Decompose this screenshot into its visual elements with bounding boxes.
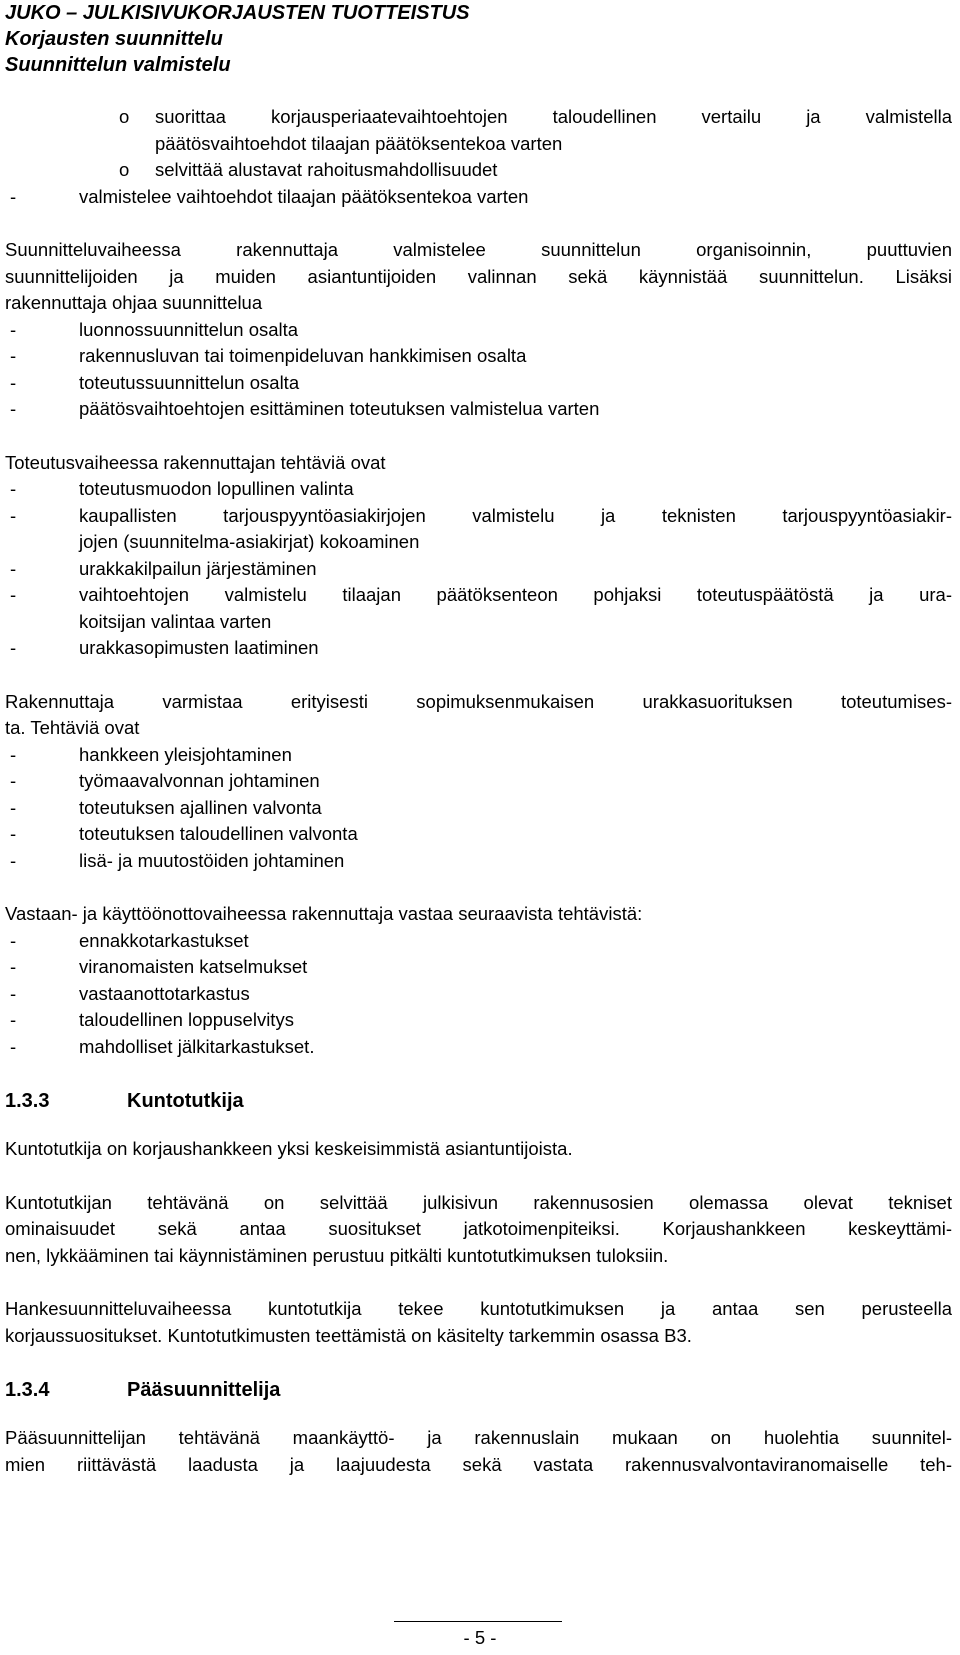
text-line: urakkakilpailun järjestäminen [79,557,317,579]
list-marker: - [10,929,17,951]
list-marker: - [10,637,17,658]
list-item [5,343,952,370]
text-line: Pääsuunnittelijan tehtävänä maankäyttö- ja rakennuslain mukaan on huolehtia suunnitel- [5,1427,952,1448]
list-marker: - [10,743,17,765]
page-body [5,104,952,1478]
list-item [5,556,952,583]
list-marker: - [10,318,17,340]
text-line: työmaavalvonnan johtaminen [79,770,320,791]
text-line: vaihtoehtojen valmistelu tilaajan päätöksenteon pohjaksi toteutuspäätöstä ja ura- [79,584,952,605]
text-line: ta. Tehtäviä ovat [5,717,140,738]
text-line: selvittää alustavat rahoitusmahdollisuudet [155,159,498,180]
text-line: toteutuksen ajallinen valvonta [79,796,322,818]
text-line: mahdolliset jälkitarkastukset. [79,1035,315,1057]
list-marker: - [10,478,17,499]
list-marker: - [10,849,17,871]
text-line: urakkasopimusten laatiminen [79,637,319,658]
text-line: valmistelee vaihtoehdot tilaajan päätöksentekoa varten [79,185,529,207]
list-marker: - [10,504,17,526]
section-number: 1.3.3 [5,1090,50,1112]
list-marker: o [119,106,130,127]
list-item [5,635,952,662]
text-line: Hankesuunnitteluvaiheessa kuntotutkija tekee kuntotutkimuksen ja antaa sen perusteella [5,1298,952,1319]
text-line: vastaanottotarkastus [79,982,250,1004]
section-heading [5,1082,952,1120]
text-line: hankkeen yleisjohtaminen [79,743,292,765]
list-item [5,582,952,635]
header-subtitle: Korjausten suunnittelu [5,28,223,50]
text-line: päätösvaihtoehdot tilaajan päätöksentekoa varten [155,132,563,154]
paragraph [5,237,952,317]
text-line: luonnossuunnittelun osalta [79,318,299,340]
list-marker: - [10,1035,17,1057]
list-item [5,954,952,981]
list-marker: - [10,345,17,366]
text-line: korjaussuositukset. Kuntotutkimusten teettämistä on käsitelty tarkemmin osassa B3. [5,1324,692,1346]
paragraph [5,1296,952,1349]
text-line: jojen (suunnitelma-asiakirjat) kokoaminen [79,531,420,552]
text-line: suunnittelijoiden ja muiden asiantuntijoiden valinnan sekä käynnistää suunnittelun. Lisäksi [5,265,952,287]
list-marker: - [10,398,17,419]
paragraph [5,1425,952,1478]
list-item [5,1007,952,1034]
text-line: toteutussuunnittelun osalta [79,371,300,393]
list-item [5,1034,952,1061]
list-item [5,396,952,423]
text-line: Suunnitteluvaiheessa rakennuttaja valmistelee suunnittelun organisoinnin, puuttuvien [5,239,952,260]
list-marker: - [10,956,17,977]
text-line: rakennusluvan tai toimenpideluvan hankkimisen osalta [79,345,527,366]
text-line: kaupallisten tarjouspyyntöasiakirjojen valmistelu ja teknisten tarjouspyyntöasiakir- [79,504,952,526]
paragraph [5,1190,952,1270]
text-line: viranomaisten katselmukset [79,956,308,977]
text-line: toteutusmuodon lopullinen valinta [79,478,354,499]
list-item [5,476,952,503]
text-line: mien riittävästä laadusta ja laajuudesta sekä vastata rakennusvalvontaviranomaiselle teh- [5,1453,952,1475]
text-line: Rakennuttaja varmistaa erityisesti sopimuksenmukaisen urakkasuorituksen toteutumises- [5,690,952,712]
list-marker: - [10,1009,17,1030]
list-item [5,848,952,875]
list-marker: o [119,159,130,180]
text-line: päätösvaihtoehtojen esittäminen toteutuksen valmistelua varten [79,398,600,419]
list-marker: - [10,982,17,1004]
list-item [5,317,952,344]
list-marker: - [10,371,17,393]
footer-rule [394,1621,562,1622]
section-title: Pääsuunnittelija [127,1379,281,1401]
list-item [5,928,952,955]
header-title: JUKO – JULKISIVUKORJAUSTEN TUOTTEISTUS [5,2,470,24]
text-line: lisä- ja muutostöiden johtaminen [79,849,345,871]
text-line: ominaisuudet sekä antaa suositukset jatkotoimenpiteiksi. Korjaushankkeen keskeyttämi- [5,1218,952,1239]
section-number: 1.3.4 [5,1379,50,1401]
section-title: Kuntotutkija [127,1090,244,1112]
list-marker: - [10,796,17,818]
list-item [5,503,952,556]
running-header [5,0,470,78]
list-marker: - [10,185,17,207]
text-line: koitsijan valintaa varten [79,610,272,632]
section-heading [5,1371,952,1409]
paragraph: Kuntotutkija on korjaushankkeen yksi keskeisimmistä asiantuntijoista. [5,1138,573,1159]
list-item [5,104,952,157]
text-line: taloudellinen loppuselvitys [79,1009,294,1030]
list-item [5,768,952,795]
list-marker: - [10,770,17,791]
text-line: ennakkotarkastukset [79,929,249,951]
list-item [5,742,952,769]
paragraph [5,689,952,742]
list-item [5,795,952,822]
header-section: Suunnittelun valmistelu [5,54,231,76]
text-line: Kuntotutkijan tehtävänä on selvittää julkisivun rakennusosien olemassa olevat tekniset [5,1191,952,1213]
list-marker: - [10,557,17,579]
paragraph-lead: Vastaan- ja käyttöönottovaiheessa rakennuttaja vastaa seuraavista tehtävistä: [5,903,643,924]
paragraph-lead: Toteutusvaiheessa rakennuttajan tehtäviä ovat [5,451,386,473]
page-number: - 5 - [463,1627,497,1648]
text-line: rakennuttaja ohjaa suunnittelua [5,292,263,313]
list-marker: - [10,823,17,844]
text-line: toteutuksen taloudellinen valvonta [79,823,358,844]
list-item [5,981,952,1008]
list-item [5,821,952,848]
list-item [5,370,952,397]
list-item [5,157,952,184]
list-item [5,184,952,211]
text-line: nen, lykkääminen tai käynnistäminen perustuu pitkälti kuntotutkimuksen tuloksiin. [5,1244,669,1266]
list-marker: - [10,584,17,605]
text-line: suorittaa korjausperiaatevaihtoehtojen taloudellinen vertailu ja valmistella [155,106,952,127]
